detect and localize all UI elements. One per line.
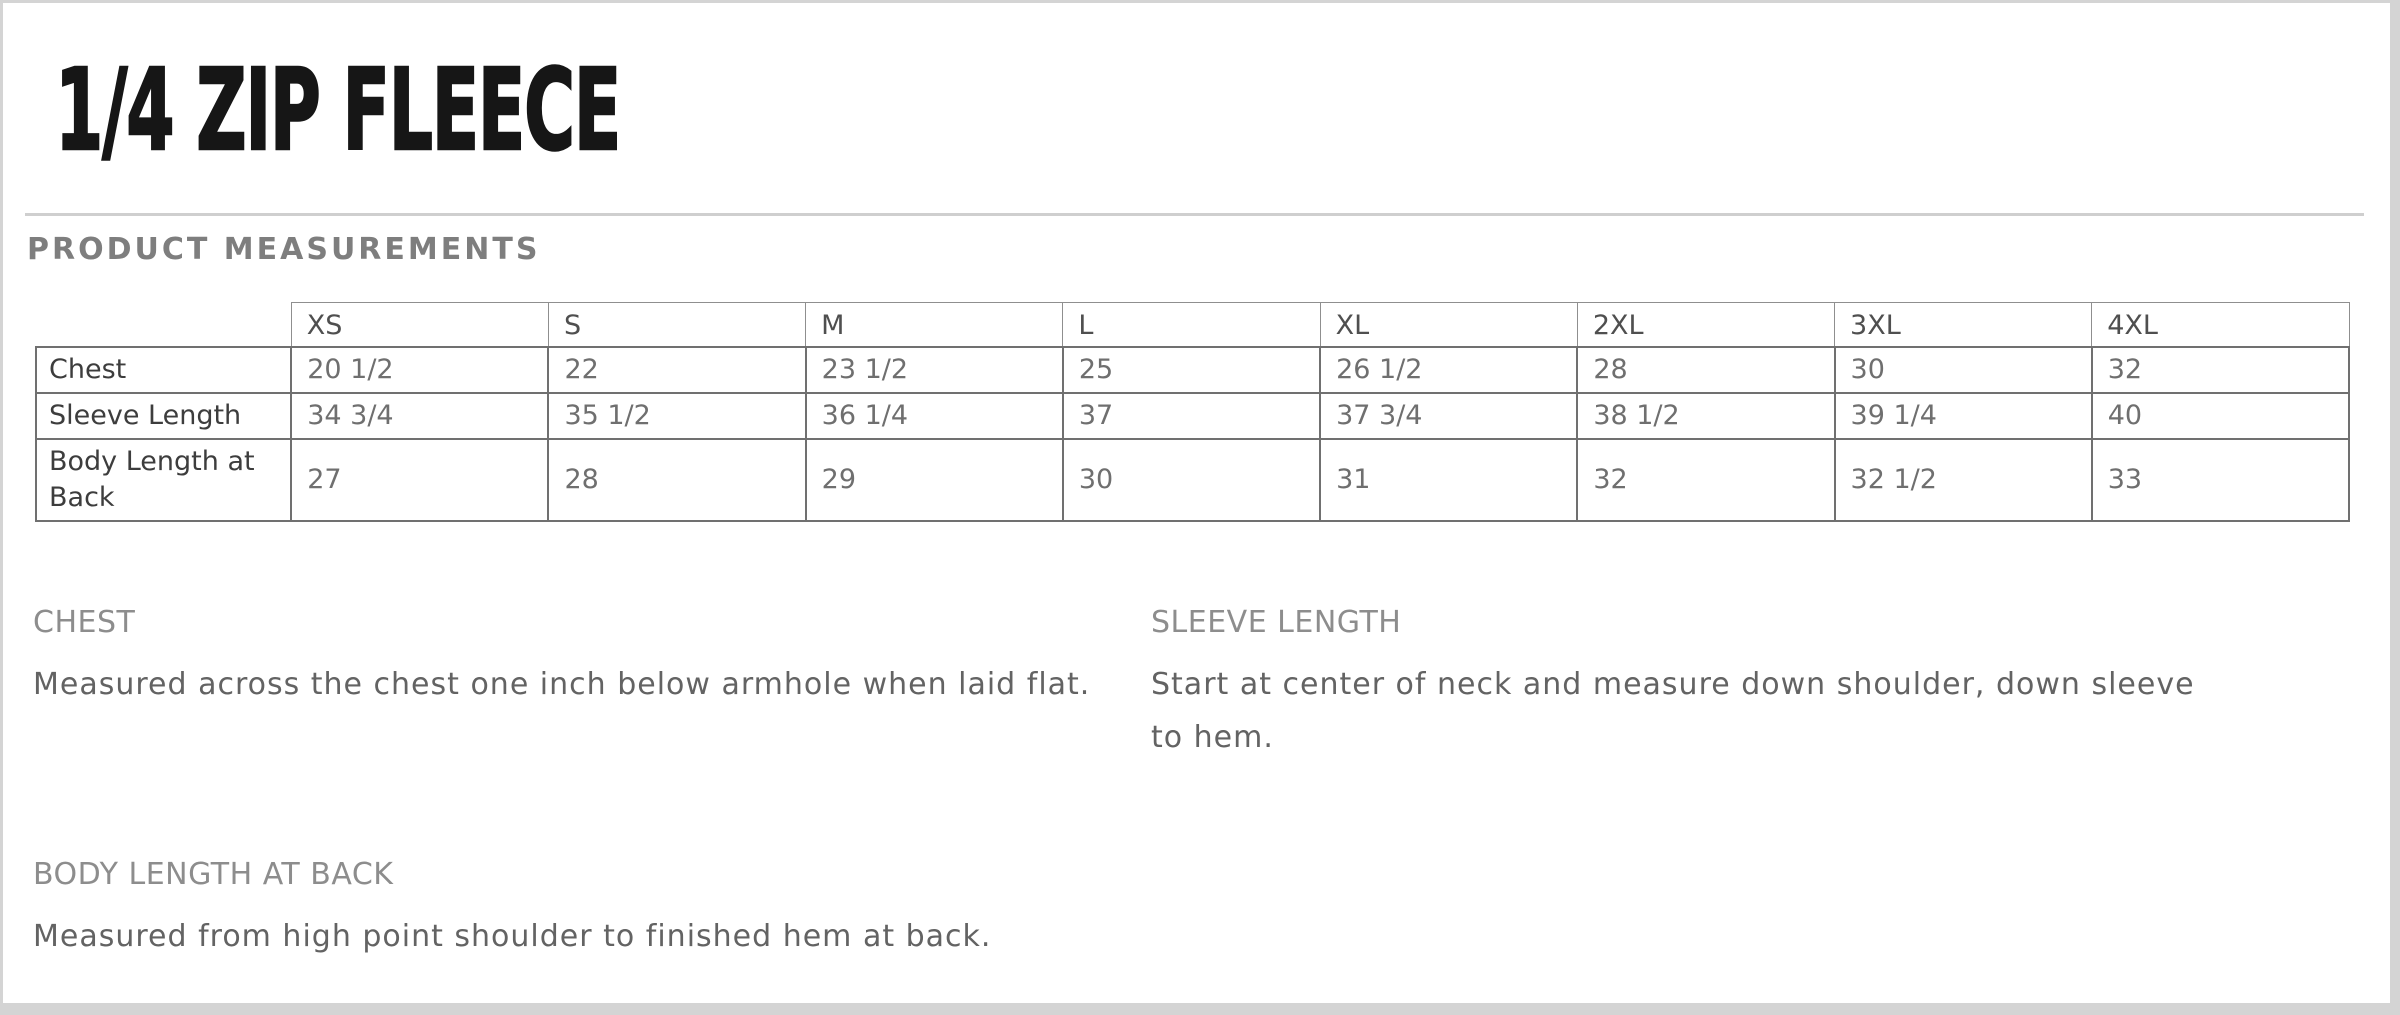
body-length-value-xl: 31 [1320, 439, 1577, 521]
column-header-m: M [806, 303, 1063, 347]
table-row-chest [36, 347, 2349, 393]
definition-body-length-at-back [33, 856, 1151, 963]
body-length-value-3xl: 32 1/2 [1835, 439, 2092, 521]
sleeve-value-2xl: 38 1/2 [1577, 393, 1834, 439]
column-header-4xl: 4XL [2092, 303, 2349, 347]
column-header-3xl: 3XL [1835, 303, 2092, 347]
measurement-definitions [33, 604, 2390, 963]
content-panel [3, 3, 2390, 1003]
size-chart-corner-cell [36, 303, 291, 347]
column-header-xs: XS [291, 303, 548, 347]
definition-sleeve-length [1151, 604, 2221, 764]
body-length-value-l: 30 [1063, 439, 1320, 521]
size-chart-table [35, 302, 2350, 522]
sleeve-value-m: 36 1/4 [806, 393, 1063, 439]
chest-value-l: 25 [1063, 347, 1320, 393]
definition-term-chest: CHEST [33, 604, 136, 640]
definition-term-sleeve-length: SLEEVE LENGTH [1151, 604, 1402, 640]
column-header-2xl: 2XL [1577, 303, 1834, 347]
chest-value-m: 23 1/2 [806, 347, 1063, 393]
row-label-body-length: Body Length at Back [36, 439, 291, 521]
size-chart-header-row [36, 303, 2349, 347]
definition-description-chest: Measured across the chest one inch below armhole when laid flat. [33, 666, 1091, 702]
column-header-s: S [548, 303, 805, 347]
chest-value-xs: 20 1/2 [291, 347, 548, 393]
sleeve-value-l: 37 [1063, 393, 1320, 439]
body-length-value-4xl: 33 [2092, 439, 2349, 521]
divider [25, 213, 2364, 216]
chest-value-2xl: 28 [1577, 347, 1834, 393]
definition-chest [33, 604, 1151, 764]
column-header-xl: XL [1320, 303, 1577, 347]
chest-value-s: 22 [548, 347, 805, 393]
sleeve-value-3xl: 39 1/4 [1835, 393, 2092, 439]
sleeve-value-xs: 34 3/4 [291, 393, 548, 439]
chest-value-3xl: 30 [1835, 347, 2092, 393]
page-title: 1/4 ZIP FLEECE [55, 46, 621, 176]
row-label-chest: Chest [36, 347, 291, 393]
sleeve-value-s: 35 1/2 [548, 393, 805, 439]
sleeve-value-xl: 37 3/4 [1320, 393, 1577, 439]
row-label-sleeve-length: Sleeve Length [36, 393, 291, 439]
definition-description-body-length-at-back: Measured from high point shoulder to finished hem at back. [33, 918, 992, 954]
definition-term-body-length-at-back: BODY LENGTH AT BACK [33, 856, 394, 892]
body-length-value-2xl: 32 [1577, 439, 1834, 521]
definition-description-sleeve-length: Start at center of neck and measure down shoulder, down sleeve to hem. [1151, 666, 2195, 755]
body-length-value-m: 29 [806, 439, 1063, 521]
body-length-value-s: 28 [548, 439, 805, 521]
table-row-body-length [36, 439, 2349, 521]
chest-value-4xl: 32 [2092, 347, 2349, 393]
sleeve-value-4xl: 40 [2092, 393, 2349, 439]
section-heading-product-measurements: PRODUCT MEASUREMENTS [27, 232, 541, 267]
chest-value-xl: 26 1/2 [1320, 347, 1577, 393]
body-length-value-xs: 27 [291, 439, 548, 521]
table-row-sleeve-length [36, 393, 2349, 439]
column-header-l: L [1063, 303, 1320, 347]
